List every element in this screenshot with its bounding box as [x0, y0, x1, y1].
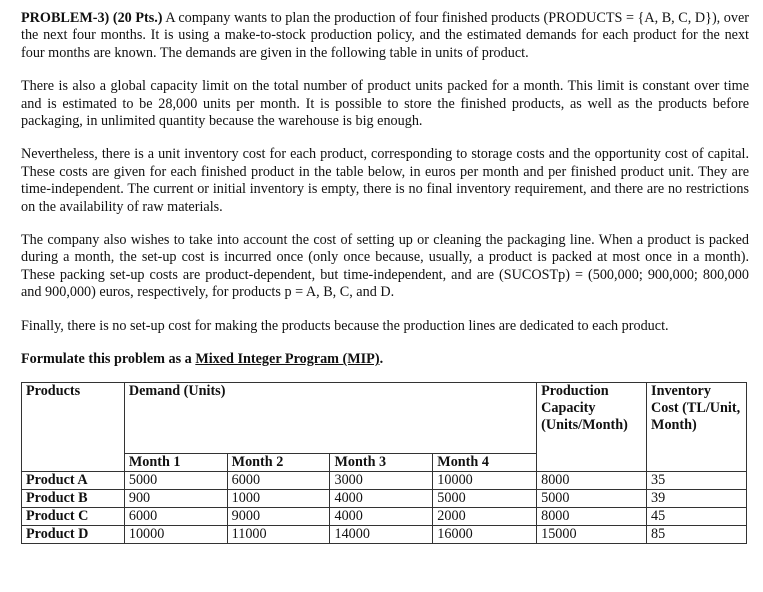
formulate-suffix: . — [379, 351, 384, 368]
demand-cell: 14000 — [330, 525, 433, 543]
demand-cell: 9000 — [227, 507, 330, 525]
table-row — [22, 489, 747, 507]
demand-cell: 11000 — [227, 525, 330, 543]
inventory-cost-cell: 85 — [647, 525, 747, 543]
problem-label: PROBLEM-3) (20 Pts.) — [21, 10, 163, 26]
demand-cell: 1000 — [227, 489, 330, 507]
demand-cell: 5000 — [433, 489, 537, 507]
inventory-cost-paragraph: Nevertheless, there is a unit inventory cost for each product, corresponding to storage costs and the opportunity cost of capital. These costs are given for each finished product in the table below, in euros per month and per finished product unit. They are time-independent. The current or initial inventory is empty, there is no final inventory requirement, and there are no restrictions on the availability of raw materials. — [21, 146, 749, 215]
demand-cell: 4000 — [330, 507, 433, 525]
capacity-paragraph: There is also a global capacity limit on the total number of product units packed for a month. This limit is constant over time and is estimated to be 28,000 units per month. It is possible to store the finished products, as well as the products before packaging, in unlimited quantity because the warehouse is big enough. — [21, 78, 749, 130]
demand-cell: 16000 — [433, 525, 537, 543]
month-header-row — [22, 453, 747, 471]
demand-cell: 6000 — [124, 507, 227, 525]
demand-cell: 6000 — [227, 471, 330, 489]
problem-intro-paragraph — [21, 10, 749, 62]
demand-cell: 4000 — [330, 489, 433, 507]
demand-cell: 10000 — [433, 471, 537, 489]
inventory-cost-cell: 45 — [647, 507, 747, 525]
formulate-mip-term: Mixed Integer Program (MIP) — [195, 351, 380, 368]
month-4-header: Month 4 — [433, 453, 537, 471]
problem-intro-text: A company wants to plan the production of four finished products (PRODUCTS = {A, B, C, D}), over the next four months. It is using a make-to-stock production policy, and the estimated demands for each product for the next four months are known. The demands are given in the following table in units of product. — [21, 10, 749, 61]
capacity-cell: 8000 — [537, 471, 647, 489]
product-name: Product C — [22, 507, 125, 525]
products-header: Products — [22, 382, 125, 453]
table-row — [22, 507, 747, 525]
product-name: Product A — [22, 471, 125, 489]
formulate-instruction — [21, 351, 749, 368]
capacity-cell: 8000 — [537, 507, 647, 525]
month-3-header: Month 3 — [330, 453, 433, 471]
table-row — [22, 525, 747, 543]
month-1-header: Month 1 — [124, 453, 227, 471]
capacity-cell: 5000 — [537, 489, 647, 507]
demand-cell: 900 — [124, 489, 227, 507]
inventory-cost-cell: 35 — [647, 471, 747, 489]
no-setup-paragraph: Finally, there is no set-up cost for making the products because the production lines are dedicated to each product. — [21, 317, 669, 334]
product-name: Product B — [22, 489, 125, 507]
capacity-header: Production Capacity (Units/Month) — [537, 382, 647, 453]
setup-cost-paragraph: The company also wishes to take into account the cost of setting up or cleaning the packaging line. When a product is packed during a month, the set-up cost is incurred once (only once because, usually, a product is packed at most once in a month). These packing set-up costs are product-dependent, but time-independent, and are (SUCOSTp) = (500,000; 900,000; 800,000 and 900,000) euros, respectively, for products p = A, B, C, and D. — [21, 232, 749, 301]
table-header-row — [22, 382, 747, 453]
table-row — [22, 471, 747, 489]
demand-cell: 3000 — [330, 471, 433, 489]
demand-cell: 2000 — [433, 507, 537, 525]
product-name: Product D — [22, 525, 125, 543]
capacity-cell: 15000 — [537, 525, 647, 543]
formulate-prefix: Formulate this problem as a — [21, 351, 196, 368]
demand-cell: 10000 — [124, 525, 227, 543]
demand-header: Demand (Units) — [124, 382, 536, 453]
demand-table — [21, 382, 747, 544]
demand-cell: 5000 — [124, 471, 227, 489]
inventory-cost-cell: 39 — [647, 489, 747, 507]
inventory-cost-header: Inventory Cost (TL/Unit, Month) — [647, 382, 747, 453]
month-2-header: Month 2 — [227, 453, 330, 471]
